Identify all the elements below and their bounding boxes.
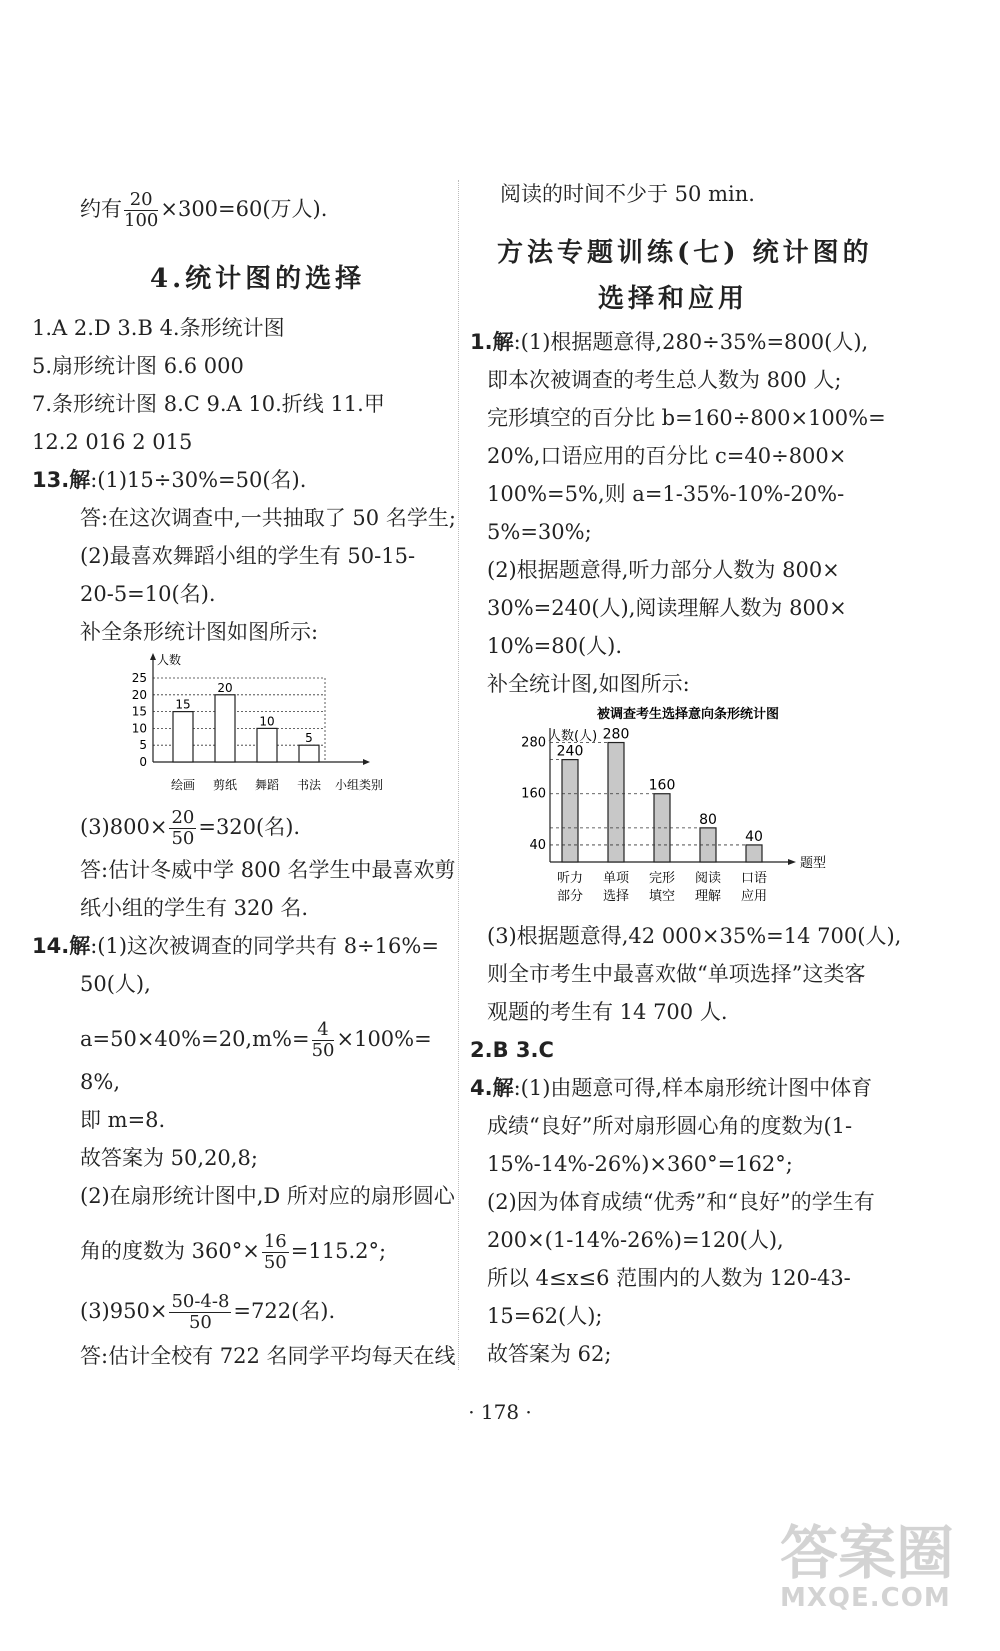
q13-text-1: :(1)15÷30%=50(名). [90, 468, 307, 492]
method-title-line-2: 选择和应用 [598, 284, 749, 314]
bar-value-label: 20 [217, 680, 233, 695]
q14-l9-suffix: =722(名). [233, 1299, 336, 1323]
q13-l6-prefix: (3)800× [80, 815, 168, 839]
q13-line-3: (2)最喜欢舞蹈小组的学生有 50-15- [80, 544, 416, 568]
intro-suffix: ×300=60(万人). [160, 197, 328, 221]
right-line-22: 故答案为 62; [487, 1342, 612, 1366]
fraction-denominator: 50 [263, 1252, 287, 1273]
q14-line-2: 50(人), [80, 972, 151, 996]
q14-l8-suffix: =115.2°; [290, 1239, 387, 1263]
q1-jie: 解 [492, 330, 514, 354]
right-line-19: 200×(1-14%-26%)=120(人), [487, 1228, 784, 1252]
q14-l8-fraction [262, 1232, 289, 1273]
category-label: 舞蹈 [254, 778, 280, 792]
answer-line-5: 5.扇形统计图 6.6 000 [32, 354, 244, 378]
right-line-14: 2.B 3.C [470, 1038, 554, 1062]
q1-number: 1. [470, 330, 493, 354]
intro-line [80, 190, 327, 231]
fraction-numerator: 16 [263, 1231, 287, 1252]
q14-l8-prefix: 角的度数为 360°× [80, 1239, 260, 1263]
bar-value-label: 240 [556, 743, 584, 760]
y-axis-label: 人数 [157, 653, 182, 667]
bar [654, 794, 670, 862]
q14-jie: 解 [69, 934, 91, 958]
right-line-10: 补全统计图,如图所示: [487, 672, 690, 696]
q14-line-6: 故答案为 50,20,8; [80, 1146, 258, 1170]
bar-value-label: 5 [305, 731, 313, 746]
page-number: · 178 · [468, 1400, 532, 1424]
right-line-16: 成绩“良好”所对扇形圆心角的度数为(1- [487, 1114, 853, 1138]
y-tick-label: 5 [139, 738, 147, 753]
chart-exam-bar [520, 702, 850, 914]
bar [562, 760, 578, 862]
category-label: 口语 [740, 871, 768, 886]
bar-value-label: 15 [175, 697, 191, 712]
right-line-9: 10%=80(人). [487, 634, 623, 658]
watermark-logo [780, 1519, 970, 1633]
fraction-denominator: 50 [188, 1312, 212, 1333]
y-tick-label: 40 [529, 837, 546, 853]
intro-fraction [124, 190, 158, 231]
q14-line-7: (2)在扇形统计图中,D 所对应的扇形圆心 [80, 1184, 455, 1208]
y-axis-arrow [150, 653, 156, 660]
x-axis-label: 题型 [800, 856, 827, 871]
q4-number: 4. [470, 1076, 493, 1100]
category-label: 应用 [740, 889, 768, 904]
answer-line-12: 12.2 016 2 015 [32, 430, 193, 454]
bar-value-label: 280 [602, 726, 630, 743]
q14-l9-fraction [169, 1292, 231, 1333]
category-label: 阅读 [694, 871, 722, 886]
q13-jie: 解 [69, 468, 91, 492]
right-line-21: 15=62(人); [487, 1304, 603, 1328]
y-tick-label: 10 [131, 721, 147, 736]
chart-title: 被调查考生选择意向条形统计图 [596, 707, 780, 722]
y-tick-label: 280 [521, 735, 546, 751]
y-tick-label: 15 [131, 704, 147, 719]
right-line-8: 30%=240(人),阅读理解人数为 800× [487, 596, 847, 620]
q14-line-5: 即 m=8. [80, 1108, 166, 1132]
q13-line-1 [32, 466, 306, 494]
category-label: 听力 [556, 871, 584, 886]
bar [257, 728, 277, 762]
bar [746, 845, 762, 862]
intro-prefix: 约有 [80, 197, 122, 221]
fraction-numerator: 20 [124, 190, 158, 211]
category-label: 部分 [556, 889, 584, 904]
watermark-bottom: MXQE.COM [780, 1583, 951, 1613]
method-title-line-1: 方法专题训练(七) 统计图的 [497, 238, 873, 268]
fraction-denominator: 50 [171, 828, 195, 849]
q13-line-5: 补全条形统计图如图所示: [80, 620, 319, 644]
right-line-2: 即本次被调查的考生总人数为 800 人; [487, 368, 842, 392]
q1-line-1 [470, 328, 868, 356]
q14-line-1 [32, 932, 439, 960]
right-line-12: 则全市考生中最喜欢做“单项选择”这类客 [487, 962, 866, 986]
q13-line-8: 纸小组的学生有 320 名. [80, 896, 309, 920]
q14-line-4: 8%, [80, 1070, 120, 1094]
bar [608, 743, 624, 862]
q14-l3-prefix: a=50×40%=20,m%= [80, 1027, 310, 1051]
watermark-top: 答案圈 [780, 1519, 955, 1587]
q14-number: 14. [32, 934, 70, 958]
bar-value-label: 80 [699, 811, 717, 828]
q13-l6-suffix: =320(名). [198, 815, 301, 839]
fraction-numerator: 4 [312, 1020, 335, 1041]
category-label: 选择 [602, 889, 630, 904]
category-label: 剪纸 [212, 778, 238, 792]
fraction-denominator: 100 [124, 210, 159, 231]
q13-line-2: 答:在这次调查中,一共抽取了 50 名学生; [80, 506, 456, 530]
right-line-17: 15%-14%-26%)×360°=162°; [487, 1152, 793, 1176]
bar-value-label: 160 [648, 777, 676, 794]
q14-line-9 [80, 1292, 335, 1333]
right-line-6: 5%=30%; [487, 520, 592, 544]
category-label: 理解 [694, 889, 722, 904]
category-label: 单项 [602, 871, 630, 886]
right-line-0: 阅读的时间不少于 50 min. [500, 182, 755, 206]
bar-value-label: 40 [745, 828, 763, 845]
right-line-7: (2)根据题意得,听力部分人数为 800× [487, 558, 840, 582]
q14-line-8 [80, 1232, 386, 1273]
answer-line-1: 1.A 2.D 3.B 4.条形统计图 [32, 316, 285, 340]
q14-line-10: 答:估计全校有 722 名同学平均每天在线 [80, 1344, 456, 1368]
right-line-4: 20%,口语应用的百分比 c=40÷800× [487, 444, 847, 468]
y-tick-label: 160 [521, 786, 546, 802]
y-tick-label: 25 [131, 671, 147, 685]
q13-line-7: 答:估计冬威中学 800 名学生中最喜欢剪 [80, 858, 456, 882]
q1-text-1: :(1)根据题意得,280÷35%=800(人), [513, 330, 869, 354]
y-tick-label: 0 [139, 755, 147, 769]
right-line-3: 完形填空的百分比 b=160÷800×100%= [487, 406, 886, 430]
bar-value-label: 10 [259, 714, 275, 729]
section-title: 4.统计图的选择 [150, 264, 366, 294]
category-label: 完形 [648, 871, 676, 886]
bar [215, 695, 235, 762]
q4-jie: 解 [492, 1076, 514, 1100]
q14-l9-prefix: (3)950× [80, 1299, 168, 1323]
category-label: 书法 [296, 778, 322, 792]
chart-club-bar [115, 650, 395, 815]
q4-line-1 [470, 1074, 872, 1102]
category-label: 填空 [648, 889, 676, 904]
right-line-18: (2)因为体育成绩“优秀”和“良好”的学生有 [487, 1190, 875, 1214]
q4-text-1: :(1)由题意可得,样本扇形统计图中体育 [513, 1076, 873, 1100]
fraction-numerator: 20 [171, 807, 195, 828]
bar [299, 745, 319, 762]
q14-l3-suffix: ×100%= [336, 1027, 432, 1051]
category-label: 绘画 [170, 778, 196, 792]
q13-line-6 [80, 808, 300, 849]
right-line-13: 观题的考生有 14 700 人. [487, 1000, 728, 1024]
answer-line-7: 7.条形统计图 8.C 9.A 10.折线 11.甲 [32, 392, 385, 416]
x-axis-label: 小组类别 [335, 778, 384, 792]
y-tick-label: 20 [131, 687, 147, 702]
right-line-20: 所以 4≤x≤6 范围内的人数为 120-43- [487, 1266, 851, 1290]
y-axis-label: 人数(人) [548, 729, 598, 744]
q14-text-1: :(1)这次被调查的同学共有 8÷16%= [90, 934, 439, 958]
bar [173, 712, 193, 762]
x-axis-arrow [788, 859, 796, 865]
q13-number: 13. [32, 468, 70, 492]
q14-l3-fraction [312, 1020, 335, 1061]
fraction-denominator: 50 [311, 1040, 335, 1061]
x-axis-arrow [363, 759, 370, 765]
right-line-5: 100%=5%,则 a=1-35%-10%-20%- [487, 482, 845, 506]
fraction-numerator: 50-4-8 [171, 1291, 230, 1312]
q13-line-4: 20-5=10(名). [80, 582, 216, 606]
right-line-11: (3)根据题意得,42 000×35%=14 700(人), [487, 924, 902, 948]
column-divider [458, 180, 459, 1370]
q14-line-3 [80, 1020, 432, 1061]
q13-l6-fraction [169, 808, 196, 849]
